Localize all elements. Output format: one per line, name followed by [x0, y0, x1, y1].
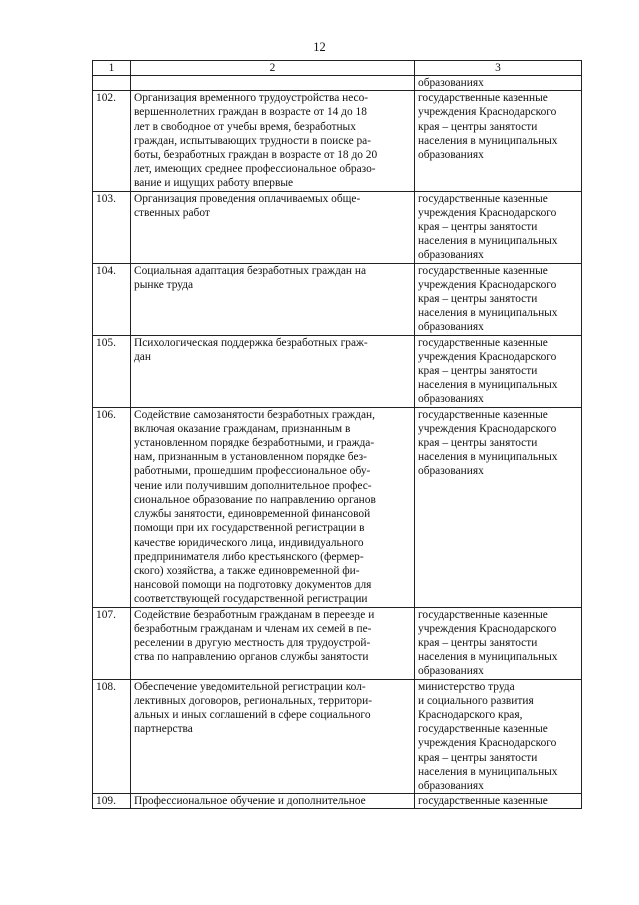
table-row	[93, 679, 582, 794]
row-number: 107.	[93, 607, 131, 679]
table-row	[93, 607, 582, 679]
row-number: 109.	[93, 794, 131, 809]
table-row	[93, 191, 582, 263]
row-number: 108.	[93, 679, 131, 794]
row-executor: государственные казенные учреждения Краснодарского края – центры занятости населения в муниципальных образованиях	[415, 607, 582, 679]
table-row	[93, 335, 582, 407]
row-executor: государственные казенные учреждения Краснодарского края – центры занятости населения в муниципальных образованиях	[415, 91, 582, 191]
row-executor: государственные казенные	[415, 794, 582, 809]
table-row	[93, 407, 582, 607]
continuation-row	[93, 76, 582, 91]
row-executor: государственные казенные учреждения Краснодарского края – центры занятости населения в муниципальных образованиях	[415, 335, 582, 407]
row-executor: государственные казенные учреждения Краснодарского края – центры занятости населения в муниципальных образованиях	[415, 263, 582, 335]
page-number: 12	[313, 40, 326, 54]
row-executor: государственные казенные учреждения Краснодарского края – центры занятости населения в муниципальных образованиях	[415, 191, 582, 263]
row-executor: государственные казенные учреждения Краснодарского края – центры занятости населения в муниципальных образованиях	[415, 407, 582, 607]
row-description: Профессиональное обучение и дополнительное	[131, 794, 415, 809]
row-description: Организация временного трудоустройства несо- вершеннолетних граждан в возрасте от 14 до 18 лет в свободное от учебы время, безработных граждан, испытывающих трудности в поиске ра- боты, безработных граждан в возрасте от 18 до 20 лет, имеющих среднее профессиональное образо- вание и ищущих работу впервые	[131, 91, 415, 191]
row-number: 104.	[93, 263, 131, 335]
row-description: Социальная адаптация безработных граждан на рынке труда	[131, 263, 415, 335]
row-description: Психологическая поддержка безработных граж- дан	[131, 335, 415, 407]
services-table	[92, 60, 582, 809]
table-header-row	[93, 61, 582, 76]
row-description: Содействие самозанятости безработных граждан, включая оказание гражданам, признанным в установленном порядке безработными, и гражда- нам, признанным в установленном порядке без- работными, прошедшим профессиональное обу- чение или получившим дополнительное профес- сиональное образование по направлению органов службы занятости, единовременной финансовой помощи при их государственной регистрации в качестве юридического лица, индивидуального предпринимателя либо крестьянского (фермер- ского) хозяйства, а также единовременной фи- нансовой помощи на подготовку документов для соответствующей государственной регистрации	[131, 407, 415, 607]
row-executor: министерство труда и социального развития Краснодарского края, государственные казенные учреждения Краснодарского края – центры занятости населения в муниципальных образованиях	[415, 679, 582, 794]
header-col-2: 2	[131, 61, 415, 76]
row-description: Содействие безработным гражданам в переезде и безработным гражданам и членам их семей в пе- реселении в другую местность для трудоустрой- ства по направлению органов службы занятости	[131, 607, 415, 679]
header-col-1: 1	[93, 61, 131, 76]
table-row	[93, 794, 582, 809]
row-number: 106.	[93, 407, 131, 607]
continuation-desc	[131, 76, 415, 91]
row-number: 103.	[93, 191, 131, 263]
continuation-exec: образованиях	[415, 76, 582, 91]
table-row	[93, 263, 582, 335]
row-number: 102.	[93, 91, 131, 191]
header-col-3: 3	[415, 61, 582, 76]
table-row	[93, 91, 582, 191]
row-number: 105.	[93, 335, 131, 407]
row-description: Обеспечение уведомительной регистрации кол- лективных договоров, региональных, территори- альных и иных соглашений в сфере социального партнерства	[131, 679, 415, 794]
row-description: Организация проведения оплачиваемых обще- ственных работ	[131, 191, 415, 263]
continuation-num	[93, 76, 131, 91]
